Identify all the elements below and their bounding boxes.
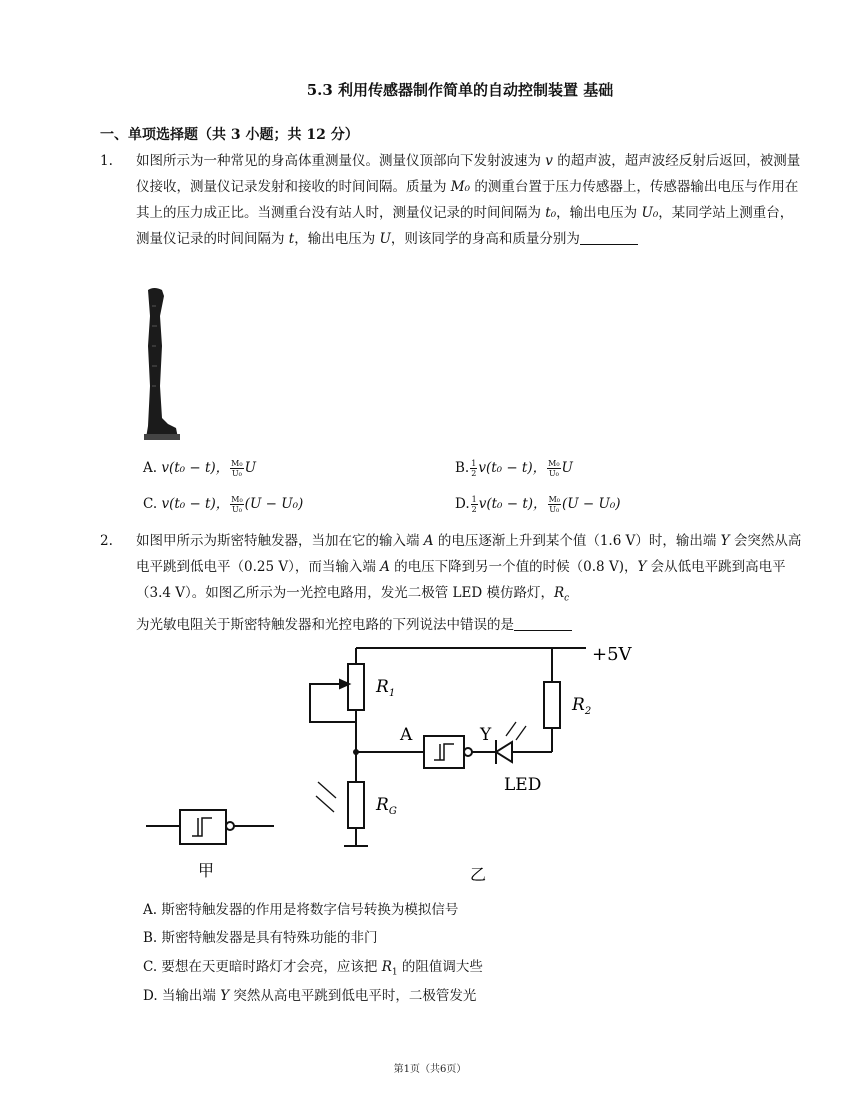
question-2-text: 2. 如图甲所示为斯密特触发器，当加在它的输入端 A 的电压逐渐上升到某个值（1.6 V）时，输出端 Y 会突然从高电平跳到低电平（0.25 V），而当输入端 A 的电压下降到另一个值的时候（0.8 V)，Y 会从低电平跳到高电平（3.4 V）。如图乙所示为一光控电路用，发光二极管 LED 模仿路灯，$R_c$ 为光敏电阻关于斯密特触发器和光控电路的下列说法中错误的是	[118, 528, 806, 638]
page-title: 5.3 利用传感器制作简单的自动控制装置 基础	[306, 81, 614, 99]
q2-option-d[interactable]: D. 当输出端 Y 突然从高电平跳到低电平时，二极管发光	[143, 988, 477, 1004]
rg-label: $R_G$	[376, 795, 397, 817]
q1-option-d[interactable]: D. $\frac{1}{2}$ v(t₀ − t)， $\frac{\text{M₀}}{\text{U₀}}$ (U − U₀)	[455, 495, 621, 514]
q2-option-c[interactable]: C. 要想在天更暗时路灯才会亮，应该把 $R_1$ 的阻值调大些	[143, 959, 483, 978]
circuit-diagram	[140, 636, 660, 886]
r2-label: $R_2$	[572, 695, 592, 717]
section-heading: 一、单项选择题（共 3 小题；共 12 分）	[100, 127, 359, 143]
caption-yi: 乙	[470, 865, 487, 884]
r1-label: $R_1$	[376, 677, 396, 699]
question-number: 2.	[100, 533, 113, 549]
question-number: 1.	[100, 153, 113, 169]
question-1-text: 1. 如图所示为一种常见的身高体重测量仪。测量仪顶部向下发射波速为 v 的超声波，超声波经反射后返回，被测量仪接收，测量仪记录发射和接收的时间间隔。质量为 M₀ 的测重台置于压力传感器上，传感器输出电压与作用在其上的压力成正比。当测重台没有站人时，测量仪记录的时间间隔为 t₀，输出电压为 U₀，某同学站上测重台，测量仪记录的时间间隔为 t，输出电压为 U，则该同学的身高和质量分别为	[118, 148, 806, 252]
q1-option-b[interactable]: B. $\frac{1}{2}$ v(t₀ − t)， $\frac{\text{M₀}}{\text{U₀}}$ U	[455, 459, 573, 478]
caption-jia: 甲	[198, 861, 215, 880]
answer-blank[interactable]	[580, 230, 638, 245]
output-y-label: Y	[480, 725, 492, 745]
led-label: LED	[504, 775, 542, 795]
q1-option-a[interactable]: A. v(t₀ − t)， $\frac{\text{M₀}}{\text{U₀}}$ U	[143, 459, 256, 478]
q2-option-a[interactable]: A. 斯密特触发器的作用是将数字信号转换为模拟信号	[143, 902, 459, 918]
supply-label: +5V	[592, 644, 632, 665]
q1-option-c[interactable]: C. v(t₀ − t)， $\frac{\text{M₀}}{\text{U₀}}$ (U − U₀)	[143, 495, 304, 514]
answer-blank[interactable]	[514, 616, 572, 631]
page-footer: 第1页（共6页）	[393, 1064, 467, 1075]
measuring-device-image	[138, 286, 184, 442]
q2-option-b[interactable]: B. 斯密特触发器是具有特殊功能的非门	[143, 930, 378, 946]
input-a-label: A	[400, 725, 413, 745]
